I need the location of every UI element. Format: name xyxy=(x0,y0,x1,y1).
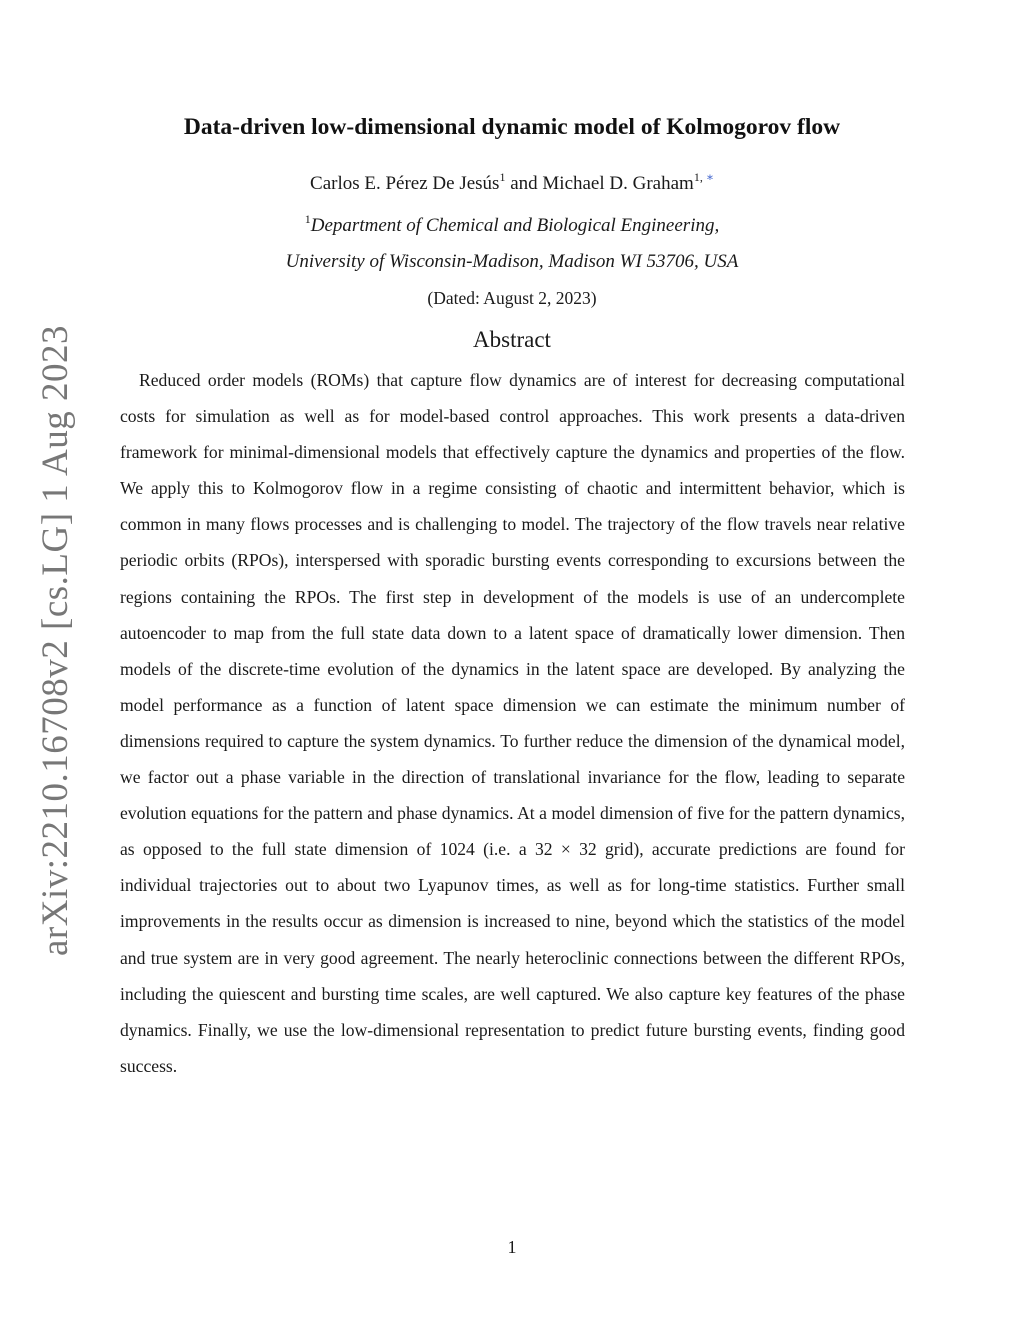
author-line xyxy=(0,170,1024,195)
arxiv-identifier: arXiv:2210.16708v2 [cs.LG] 1 Aug 2023 xyxy=(34,324,76,956)
author-1-name: Carlos E. Pérez De Jesús xyxy=(310,173,500,194)
page-number: 1 xyxy=(507,1237,517,1257)
affiliation-line-1 xyxy=(0,212,1024,237)
date-line: (Dated: August 2, 2023) xyxy=(427,288,597,308)
author-2-name: Michael D. Graham xyxy=(542,173,694,194)
affiliation-line-2 xyxy=(0,251,1024,273)
author-2-affiliation-mark: 1, xyxy=(693,170,706,184)
corresponding-author-link[interactable]: ∗ xyxy=(705,170,714,184)
author-1-affiliation-mark: 1 xyxy=(499,170,506,184)
arxiv-sidebar xyxy=(30,324,80,956)
abstract-heading: Abstract xyxy=(473,327,551,352)
author-connector: and xyxy=(505,173,543,194)
affiliation-department: Department of Chemical and Biological Engineering, xyxy=(310,215,720,236)
paper-title: Data-driven low-dimensional dynamic model of Kolmogorov flow xyxy=(183,114,841,140)
abstract-text: Reduced order models (ROMs) that capture flow dynamics are of interest for decreasing computational costs for simulation as well as for model-based control approaches. This work presents a data-driven framework for minimal-dimensional models that effectively capture the dynamics and properties of the flow. We apply this to Kolmogorov flow in a regime consisting of chaotic and intermittent behavior, which is common in many flows processes and is challenging to model. The trajectory of the flow travels near relative periodic orbits (RPOs), interspersed with sporadic bursting events corresponding to excursions between the regions containing the RPOs. The first step in development of the models is use of an undercomplete autoencoder to map from the full state data down to a latent space of dramatically lower dimension. Then models of the discrete-time evolution of the dynamics in the latent space are developed. By analyzing the model performance as a function of latent space dimension we can estimate the minimum number of dimensions required to capture the system dynamics. To further reduce the dimension of the dynamical model, we factor out a phase variable in the direction of translational invariance for the flow, leading to separate evolution equations for the pattern and phase dynamics. At a model dimension of five for the pattern dynamics, as opposed to the full state dimension of 1024 (i.e. a 32 × 32 grid), accurate predictions are found for individual trajectories out to about two Lyapunov times, as well as for long-time statistics. Further small improvements in the results occur as dimension is increased to nine, beyond which the statistics of the model and true system are in very good agreement. The nearly heteroclinic connections between the different RPOs, including the quiescent and bursting time scales, are well captured. We also capture key features of the phase dynamics. Finally, we use the low-dimensional representation to predict future bursting events, finding good success. xyxy=(120,370,905,1076)
affiliation-mark: 1 xyxy=(304,212,311,226)
affiliation-university: University of Wisconsin-Madison, Madison WI 53706, USA xyxy=(285,251,739,272)
